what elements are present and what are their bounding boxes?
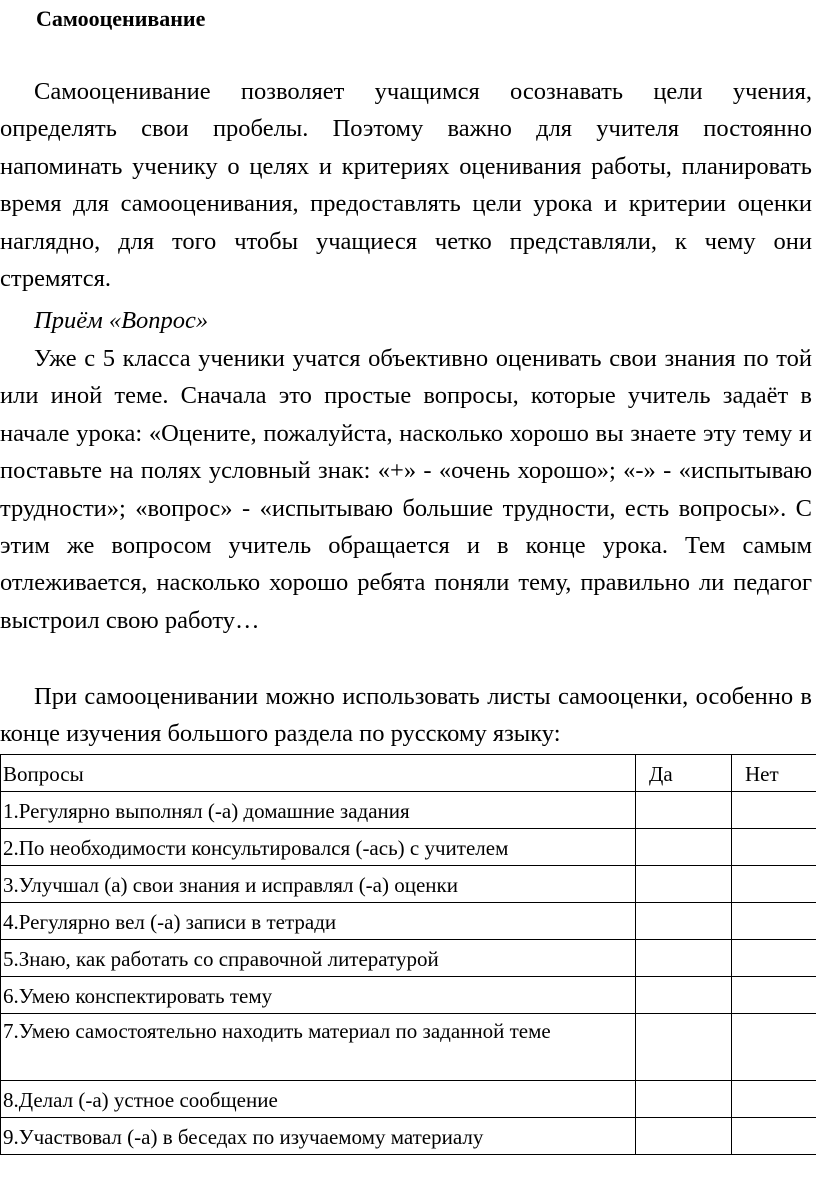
paragraph-intro: Самооценивание позволяет учащимся осознавать цели учения, определять свои пробелы. Поэтому важно для учителя постоянно напоминать ученику о целях и критериях оценивания работы, планировать время для самооценивания, предоставлять цели урока и критерии оценки наглядно, для того чтобы учащиеся четко представляли, к чему они стремятся. [0, 78, 812, 293]
table-row [1, 866, 816, 903]
question-cell: 2.По необходимости консультировался (-ась) с учителем [1, 829, 636, 866]
header-yes: Да [636, 755, 732, 792]
header-questions: Вопросы [1, 755, 636, 792]
table-row [1, 1118, 816, 1155]
table-header-row [1, 755, 816, 792]
question-cell: 4.Регулярно вел (-а) записи в тетради [1, 903, 636, 940]
no-cell[interactable] [732, 792, 816, 829]
paragraph-technique: Уже с 5 класса ученики учатся объективно оценивать свои знания по той или иной теме. Сначала это простые вопросы, которые учитель задаёт в начале урока: «Оцените, пожалуйста, насколько хорошо вы знаете эту тему и поставьте на полях условный знак: «+» - «очень хорошо»; «-» - «испытываю трудности»; «вопрос» - «испытываю большие трудности, есть вопросы». С этим же вопросом учитель обращается и в конце урока. Тем самым отлеживается, насколько хорошо ребята поняли тему, правильно ли педагог выстроил свою работу… [0, 345, 812, 634]
no-cell[interactable] [732, 977, 816, 1014]
table-row [1, 940, 816, 977]
yes-cell[interactable] [636, 866, 732, 903]
yes-cell[interactable] [636, 829, 732, 866]
self-assessment-table [0, 754, 816, 1155]
header-no: Нет [732, 755, 816, 792]
document-title: Самооценивание [36, 6, 206, 31]
no-cell[interactable] [732, 940, 816, 977]
table-row [1, 903, 816, 940]
subheading-technique: Приём «Вопрос» [34, 307, 209, 334]
no-cell[interactable] [732, 1118, 816, 1155]
question-cell: 5.Знаю, как работать со справочной литературой [1, 940, 636, 977]
table-row [1, 792, 816, 829]
question-cell: 1.Регулярно выполнял (-а) домашние задания [1, 792, 636, 829]
yes-cell[interactable] [636, 1118, 732, 1155]
question-cell: 8.Делал (-а) устное сообщение [1, 1081, 636, 1118]
question-cell: 6.Умею конспектировать тему [1, 977, 636, 1014]
no-cell[interactable] [732, 903, 816, 940]
yes-cell[interactable] [636, 792, 732, 829]
no-cell[interactable] [732, 1081, 816, 1118]
yes-cell[interactable] [636, 977, 732, 1014]
question-cell: 9.Участвовал (-а) в беседах по изучаемому материалу [1, 1118, 636, 1155]
question-cell: 7.Умею самостоятельно находить материал по заданной теме [1, 1014, 636, 1081]
table-row [1, 1014, 816, 1081]
no-cell[interactable] [732, 1014, 816, 1081]
table-row [1, 1081, 816, 1118]
no-cell[interactable] [732, 866, 816, 903]
yes-cell[interactable] [636, 940, 732, 977]
no-cell[interactable] [732, 829, 816, 866]
table-row [1, 977, 816, 1014]
paragraph-self-assessment: При самооценивании можно использовать листы самооценки, особенно в конце изучения большого раздела по русскому языку: [0, 683, 812, 748]
yes-cell[interactable] [636, 903, 732, 940]
yes-cell[interactable] [636, 1014, 732, 1081]
question-cell: 3.Улучшал (а) свои знания и исправлял (-а) оценки [1, 866, 636, 903]
yes-cell[interactable] [636, 1081, 732, 1118]
table-row [1, 829, 816, 866]
